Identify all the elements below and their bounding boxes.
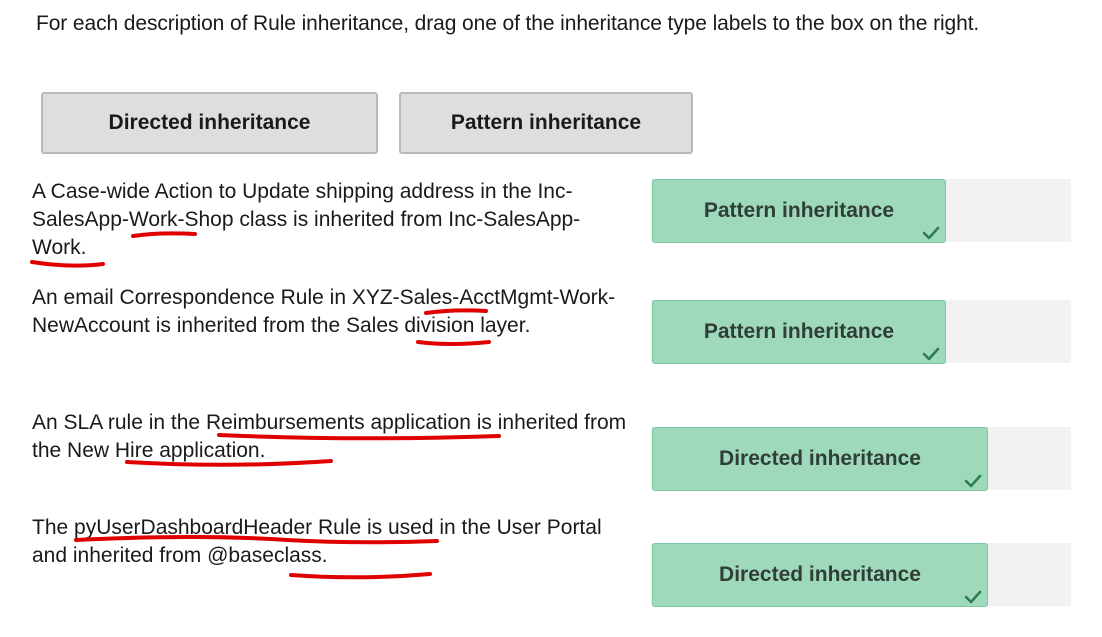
description-1: A Case-wide Action to Update shipping address in the Inc-SalesApp-Work-Shop class is inherited from Inc-SalesApp-Work.	[32, 180, 581, 259]
placed-answer-label: Pattern inheritance	[703, 199, 895, 222]
placed-answer-label: Directed inheritance	[719, 563, 921, 586]
placed-answer-1[interactable]	[652, 179, 946, 243]
description-3: An SLA rule in the Reimbursements application is inherited from the New Hire application.	[32, 411, 627, 462]
placed-answer-label: Pattern inheritance	[703, 320, 895, 343]
description-4: The pyUserDashboardHeader Rule is used in the User Portal and inherited from @baseclass.	[32, 516, 602, 567]
checkmark-icon	[922, 345, 940, 363]
pattern-inheritance-tile[interactable]: Pattern inheritance	[399, 92, 693, 154]
checkmark-icon	[964, 588, 982, 606]
instructions-text: For each description of Rule inheritance, drag one of the inheritance type labels to the box on the right.	[36, 12, 980, 35]
placed-answer-3[interactable]	[652, 427, 988, 491]
underline-sales-2	[418, 342, 489, 344]
description-2: An email Correspondence Rule in XYZ-Sales-AcctMgmt-Work-NewAccount is inherited from the Sales division layer.	[32, 286, 616, 337]
drop-zone-1[interactable]	[651, 179, 1071, 242]
placed-answer-4[interactable]	[652, 543, 988, 607]
checkmark-icon	[922, 224, 940, 242]
placed-answer-label: Directed inheritance	[719, 447, 921, 470]
directed-inheritance-tile[interactable]: Directed inheritance	[41, 92, 378, 154]
drop-zone-4[interactable]	[651, 543, 1071, 606]
underline-baseclass	[291, 574, 430, 577]
underline-work	[32, 262, 103, 266]
placed-answer-2[interactable]	[652, 300, 946, 364]
drop-zone-2[interactable]	[651, 300, 1071, 363]
checkmark-icon	[964, 472, 982, 490]
drop-zone-3[interactable]	[651, 427, 1071, 490]
